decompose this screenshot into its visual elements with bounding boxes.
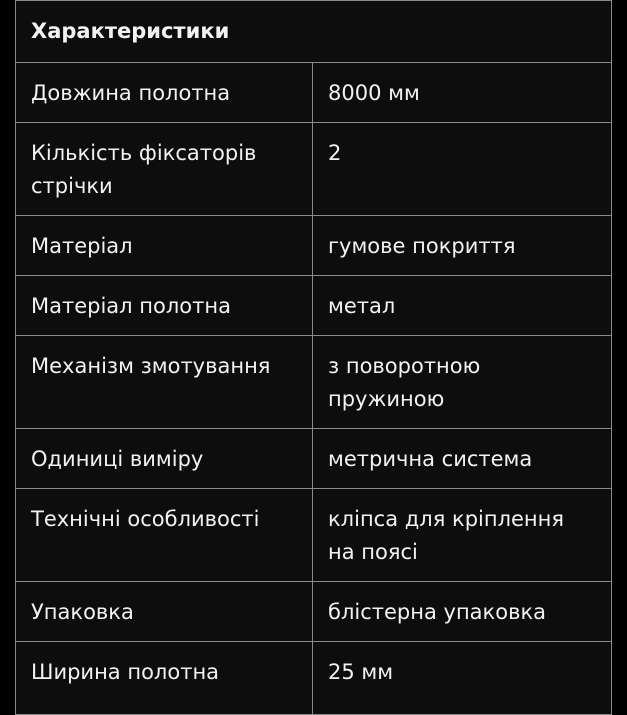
spec-value: 8000 мм	[313, 63, 612, 123]
spec-value: з поворотною пружиною	[313, 336, 612, 429]
table-row	[16, 642, 612, 715]
table-row	[16, 489, 612, 582]
spec-name: Одиниці виміру	[16, 429, 313, 489]
spec-name: Механізм змотування	[16, 336, 313, 429]
table-row	[16, 216, 612, 276]
spec-name: Довжина полотна	[16, 63, 313, 123]
spec-name: Кількість фіксаторів стрічки	[16, 123, 313, 216]
spec-name: Упаковка	[16, 582, 313, 642]
table-header-title: Характеристики	[16, 1, 612, 63]
table-row	[16, 123, 612, 216]
spec-value: 25 мм	[313, 642, 612, 715]
spec-value: кліпса для кріплення на поясі	[313, 489, 612, 582]
spec-value: метрична система	[313, 429, 612, 489]
spec-name: Технічні особливості	[16, 489, 313, 582]
spec-name: Матеріал полотна	[16, 276, 313, 336]
spec-name: Ширина полотна	[16, 642, 313, 715]
table-row	[16, 429, 612, 489]
table-row	[16, 582, 612, 642]
spec-value: метал	[313, 276, 612, 336]
specifications-table	[15, 0, 612, 715]
table-row	[16, 336, 612, 429]
table-row	[16, 276, 612, 336]
spec-name: Матеріал	[16, 216, 313, 276]
table-header-row	[16, 1, 612, 63]
spec-value: 2	[313, 123, 612, 216]
spec-value: гумове покриття	[313, 216, 612, 276]
table-row	[16, 63, 612, 123]
spec-value: блістерна упаковка	[313, 582, 612, 642]
